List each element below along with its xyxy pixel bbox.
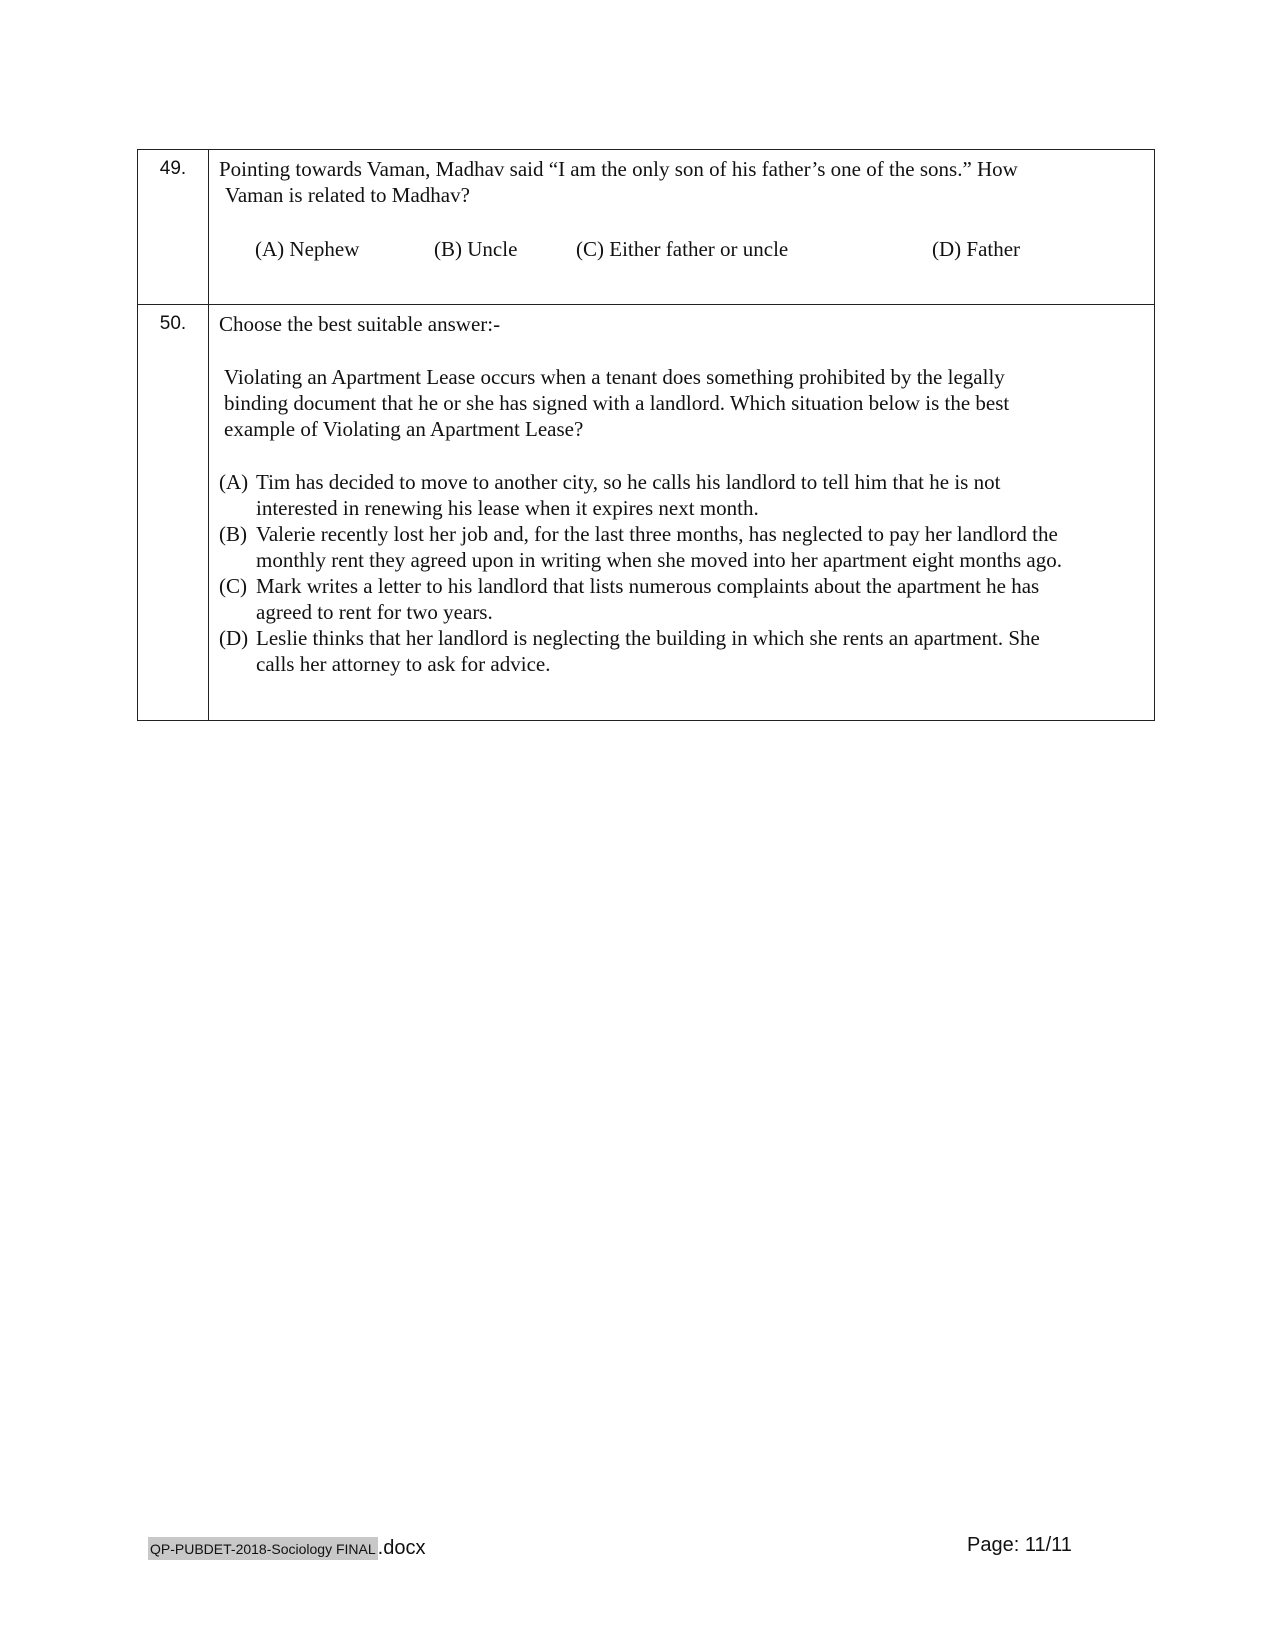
question-stem-line: Vaman is related to Madhav? (225, 183, 470, 207)
question-stem (219, 156, 1144, 208)
answer-options (219, 236, 1144, 262)
question-number: 49. (159, 158, 187, 179)
answer-option-c: (C) Either father or uncle (576, 237, 789, 261)
question-stem-line: Pointing towards Vaman, Madhav said “I am the only son of his father’s one of the sons.” How (219, 157, 1018, 181)
answer-option-a: (A) Nephew (255, 237, 360, 261)
option-text-line: Mark writes a letter to his landlord that lists numerous complaints about the apartment he has (256, 574, 1040, 598)
passage-line: example of Violating an Apartment Lease? (224, 417, 584, 441)
footer-page-number: Page: 11/11 (967, 1534, 1072, 1556)
option-label: (D) (219, 626, 249, 650)
answer-option-c (219, 573, 1144, 625)
question-number: 50. (159, 313, 187, 334)
answer-option-b (219, 521, 1144, 573)
option-text-line: monthly rent they agreed upon in writing when she moved into her apartment eight months ago. (256, 548, 1062, 572)
answer-option-d: (D) Father (932, 237, 1021, 261)
question-number-cell (138, 305, 209, 721)
option-label: (A) (219, 470, 249, 494)
question-number-cell (138, 150, 209, 305)
question-body-cell (209, 305, 1155, 721)
passage-line: binding document that he or she has signed with a landlord. Which situation below is the best (224, 391, 1010, 415)
question-table (137, 149, 1155, 721)
option-text-line: interested in renewing his lease when it expires next month. (256, 496, 759, 520)
answer-option-b: (B) Uncle (434, 237, 518, 261)
answer-options (219, 469, 1144, 677)
option-text-line: calls her attorney to ask for advice. (256, 652, 551, 676)
option-text-line: Leslie thinks that her landlord is neglecting the building in which she rents an apartment. She (256, 626, 1040, 650)
option-text-line: Valerie recently lost her job and, for the last three months, has neglected to pay her landlord the (256, 522, 1058, 546)
passage-line: Violating an Apartment Lease occurs when a tenant does something prohibited by the legally (224, 365, 1005, 389)
option-label: (B) (219, 522, 247, 546)
footer-file-extension: .docx (377, 1537, 426, 1559)
question-body-cell (209, 150, 1155, 305)
answer-option-a (219, 469, 1144, 521)
footer-file-name-highlight: QP-PUBDET-2018-Sociology FINAL (148, 1537, 378, 1560)
question-row-50 (138, 305, 1155, 721)
question-instruction: Choose the best suitable answer:- (219, 312, 501, 336)
footer-file-name (148, 1532, 425, 1560)
question-row-49 (138, 150, 1155, 305)
option-label: (C) (219, 574, 247, 598)
option-text-line: Tim has decided to move to another city, so he calls his landlord to tell him that he is not (256, 470, 1001, 494)
answer-option-d (219, 625, 1144, 677)
question-passage (224, 364, 1144, 442)
option-text-line: agreed to rent for two years. (256, 600, 493, 624)
